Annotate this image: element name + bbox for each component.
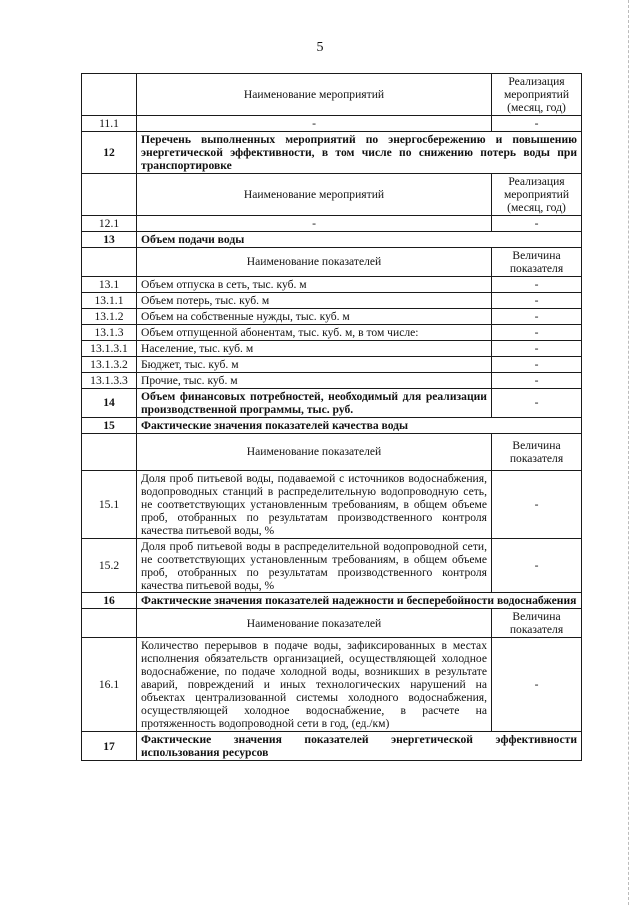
column-header-value: Величина показателя (492, 247, 582, 276)
row-name: Доля проб питьевой воды, подаваемой с источников водоснабжения, водопроводных станций в распределительную водопроводную сеть, не соответствующих установленным требованиям, в общем объеме проб, отобранных по результатам производственного контроля качества питьевой воды, % (137, 470, 492, 538)
row-number: 13.1.3.2 (82, 356, 137, 372)
table-row (82, 215, 582, 231)
section-number: 16 (82, 593, 137, 609)
column-header-name: Наименование мероприятий (137, 173, 492, 215)
row-name: Доля проб питьевой воды в распределительной водопроводной сети, не соответствующих установленным требованиям, в общем объеме проб, отобранных по результатам производственного контроля качества питьевой воды, % (137, 538, 492, 593)
section-number: 17 (82, 732, 137, 761)
table-row (82, 593, 582, 609)
table-row (82, 74, 582, 116)
row-value: - (492, 372, 582, 388)
table-row (82, 173, 582, 215)
report-table (81, 73, 582, 761)
section-title: Фактические значения показателей качества воды (137, 417, 582, 433)
table-row (82, 308, 582, 324)
empty-cell (82, 609, 137, 638)
row-number: 13.1.1 (82, 292, 137, 308)
row-value: - (492, 340, 582, 356)
row-name: Объем отпуска в сеть, тыс. куб. м (137, 276, 492, 292)
row-number: 12.1 (82, 215, 137, 231)
section-number: 15 (82, 417, 137, 433)
row-value: - (492, 292, 582, 308)
section-title: Перечень выполненных мероприятий по энергосбережению и повышению энергетической эффективности, в том числе по снижению потерь воды при транспортировке (137, 131, 582, 173)
table-row (82, 417, 582, 433)
table-row (82, 433, 582, 470)
column-header-name: Наименование показателей (137, 433, 492, 470)
column-header-name: Наименование показателей (137, 609, 492, 638)
row-name: - (137, 115, 492, 131)
row-number: 13.1.3 (82, 324, 137, 340)
row-value: - (492, 470, 582, 538)
section-number: 14 (82, 388, 137, 417)
table-row (82, 356, 582, 372)
section-title: Объем финансовых потребностей, необходимый для реализации производственной программы, тыс. руб. (137, 388, 492, 417)
row-name: Объем потерь, тыс. куб. м (137, 292, 492, 308)
empty-cell (82, 247, 137, 276)
section-title: Объем подачи воды (137, 231, 582, 247)
table-row (82, 609, 582, 638)
row-name: Прочие, тыс. куб. м (137, 372, 492, 388)
table-row (82, 470, 582, 538)
row-value: - (492, 115, 582, 131)
row-number: 16.1 (82, 638, 137, 732)
row-value: - (492, 308, 582, 324)
row-number: 13.1.3.1 (82, 340, 137, 356)
section-number: 13 (82, 231, 137, 247)
column-header-value: Реализация мероприятий (месяц, год) (492, 74, 582, 116)
section-title: Фактические значения показателей надежности и бесперебойности водоснабжения (137, 593, 582, 609)
row-number: 13.1.3.3 (82, 372, 137, 388)
empty-cell (82, 173, 137, 215)
row-number: 15.1 (82, 470, 137, 538)
row-number: 15.2 (82, 538, 137, 593)
table-row (82, 388, 582, 417)
row-value: - (492, 215, 582, 231)
table-row (82, 638, 582, 732)
row-value: - (492, 324, 582, 340)
scan-edge-line (628, 0, 630, 905)
table-row (82, 538, 582, 593)
column-header-name: Наименование показателей (137, 247, 492, 276)
table-row (82, 115, 582, 131)
row-name: Количество перерывов в подаче воды, зафиксированных в местах исполнения обязательств организацией, осуществляющей холодное водоснабжение, по подаче холодной воды, возникших в результате аварий, повреждений и иных технологических нарушений на объектах централизованной системы холодного водоснабжения, осуществляющей холодное водоснабжение, в расчете на протяженность водопроводной сети в год, (ед./км) (137, 638, 492, 732)
section-title: Фактические значения показателей энергетической эффективности использования ресурсов (137, 732, 582, 761)
table-row (82, 292, 582, 308)
row-number: 13.1 (82, 276, 137, 292)
row-name: - (137, 215, 492, 231)
table-row (82, 276, 582, 292)
row-value: - (492, 388, 582, 417)
row-name: Объем отпущенной абонентам, тыс. куб. м, в том числе: (137, 324, 492, 340)
section-number: 12 (82, 131, 137, 173)
row-value: - (492, 276, 582, 292)
row-value: - (492, 638, 582, 732)
row-name: Бюджет, тыс. куб. м (137, 356, 492, 372)
row-name: Объем на собственные нужды, тыс. куб. м (137, 308, 492, 324)
column-header-name: Наименование мероприятий (137, 74, 492, 116)
table-row (82, 131, 582, 173)
page-number: 5 (316, 40, 324, 55)
empty-cell (82, 433, 137, 470)
row-number: 13.1.2 (82, 308, 137, 324)
table-row (82, 732, 582, 761)
column-header-value: Величина показателя (492, 609, 582, 638)
table-row (82, 340, 582, 356)
table-row (82, 372, 582, 388)
row-value: - (492, 538, 582, 593)
table-row (82, 247, 582, 276)
row-value: - (492, 356, 582, 372)
column-header-value: Реализация мероприятий (месяц, год) (492, 173, 582, 215)
row-name: Население, тыс. куб. м (137, 340, 492, 356)
table-row (82, 324, 582, 340)
row-number: 11.1 (82, 115, 137, 131)
table-row (82, 231, 582, 247)
empty-cell (82, 74, 137, 116)
column-header-value: Величина показателя (492, 433, 582, 470)
